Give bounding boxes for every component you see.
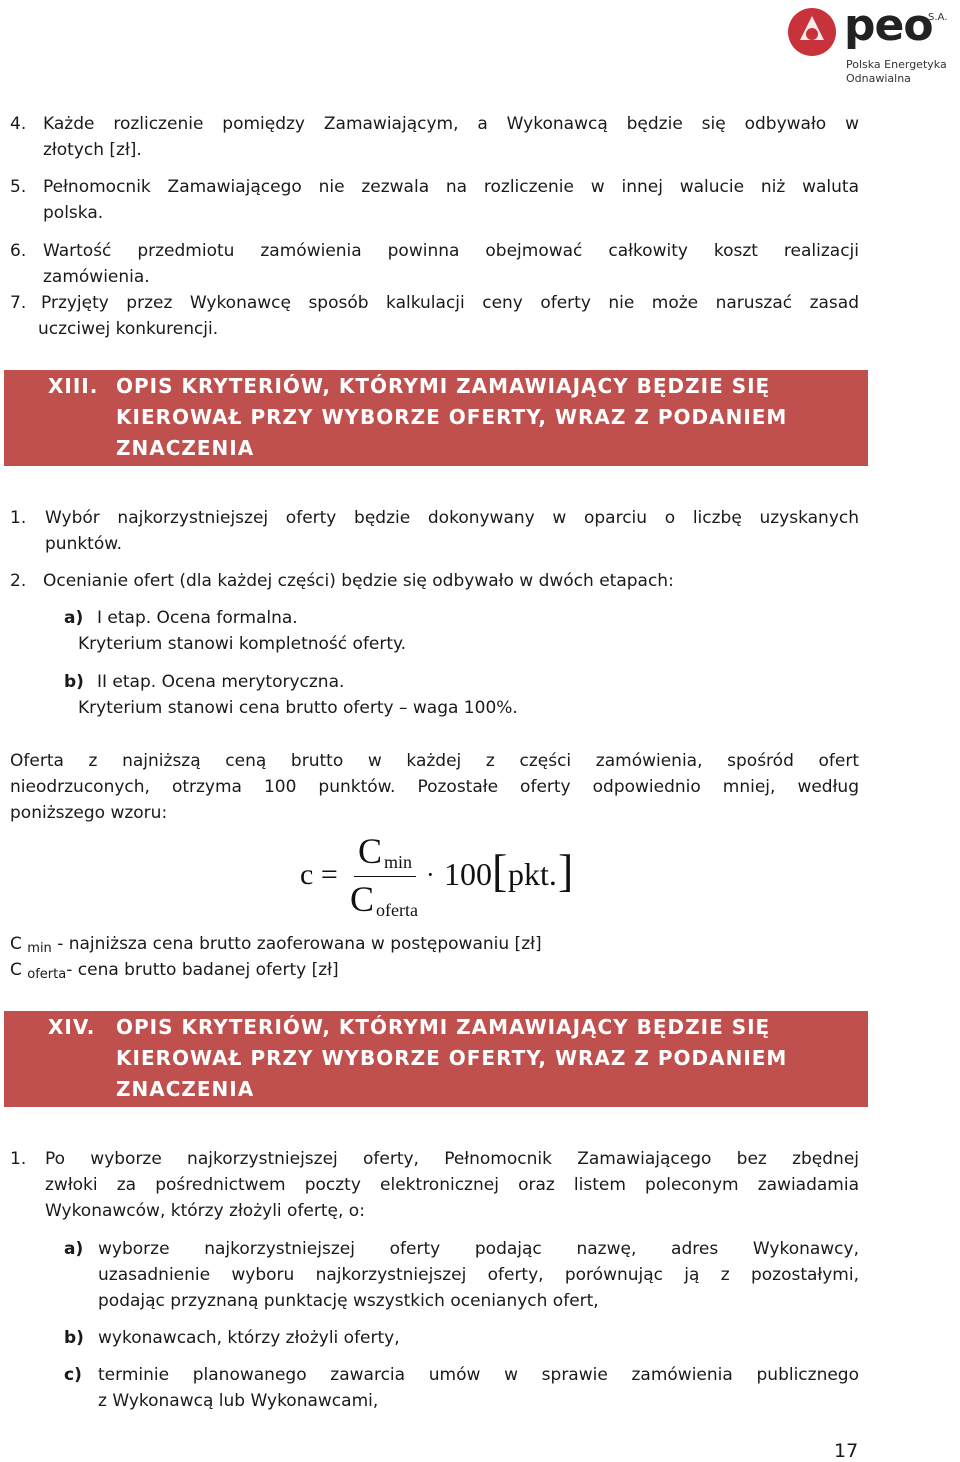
logo-tagline-1: Polska Energetyka <box>846 58 947 71</box>
item-number: 6. <box>10 241 27 261</box>
legend-text: - najniższa cena brutto zaoferowana w postępowaniu [zł] <box>51 934 542 954</box>
section-title-line: ZNACZENIA <box>116 1077 255 1101</box>
stage-letter: a) <box>64 608 84 628</box>
formula-denominator-subscript: oferta <box>376 900 418 920</box>
section-xiv-heading <box>4 1011 868 1107</box>
stage-criterion: Kryterium stanowi cena brutto oferty – waga 100%. <box>78 698 518 718</box>
sub-letter: b) <box>64 1328 84 1348</box>
legend-text: - cena brutto badanej oferty [zł] <box>66 960 339 980</box>
legend-line <box>10 933 542 960</box>
item-number: 2. <box>10 571 27 591</box>
section-roman: XIV. <box>48 1015 96 1039</box>
item-number: 4. <box>10 114 27 134</box>
fraction-bar <box>354 876 416 877</box>
list-item-line: Ocenianie ofert (dla każdej części) będzie się odbywało w dwóch etapach: <box>43 571 674 591</box>
sub-item-line: terminie planowanego zawarcia umów w sprawie zamówienia publicznego <box>98 1365 859 1385</box>
list-item-line: Wartość przedmiotu zamówienia powinna obejmować całkowity koszt realizacji <box>43 241 859 261</box>
list-item-line: Wykonawców, którzy złożyli ofertę, o: <box>45 1201 365 1221</box>
formula-bracket-right: ] <box>558 845 574 896</box>
item-number: 1. <box>10 1149 27 1169</box>
formula-value: 100 <box>444 856 492 892</box>
legend-symbol: C <box>10 934 22 954</box>
section-roman: XIII. <box>48 374 99 398</box>
section-title-line: OPIS KRYTERIÓW, KTÓRYMI ZAMAWIAJĄCY BĘDZIE SIĘ <box>116 1015 771 1039</box>
company-logo <box>786 0 958 88</box>
sub-item-line: wykonawcach, którzy złożyli oferty, <box>98 1328 400 1348</box>
formula-bracket-left: [ <box>492 845 508 896</box>
logo-emblem-icon <box>786 6 838 58</box>
list-item-line: polska. <box>43 203 104 223</box>
legend-subscript: min <box>27 941 52 956</box>
stage-title: II etap. Ocena merytoryczna. <box>97 672 345 692</box>
list-item-line: Wybór najkorzystniejszej oferty będzie dokonywany w oparciu o liczbę uzyskanych <box>45 508 859 528</box>
formula-lhs: c = <box>300 858 338 891</box>
formula-unit: pkt. <box>508 856 557 892</box>
logo-tagline-2: Odnawialna <box>846 72 911 85</box>
list-item-line: zamówienia. <box>43 267 150 287</box>
sub-item-line: podając przyznaną punktację wszystkich ocenianych ofert, <box>98 1291 599 1311</box>
list-item-line: uczciwej konkurencji. <box>38 319 219 339</box>
section-title-line: OPIS KRYTERIÓW, KTÓRYMI ZAMAWIAJĄCY BĘDZIE SIĘ <box>116 374 771 398</box>
list-item-line: punktów. <box>45 534 122 554</box>
list-item-line: Pełnomocnik Zamawiającego nie zezwala na rozliczenie w innej walucie niż waluta <box>43 177 859 197</box>
item-number: 5. <box>10 177 27 197</box>
stage-criterion: Kryterium stanowi kompletność oferty. <box>78 634 407 654</box>
list-item-line: Każde rozliczenie pomiędzy Zamawiającym, a Wykonawcą będzie się odbywało w <box>43 114 859 134</box>
item-number: 7. <box>10 293 27 313</box>
sub-item-line: uzasadnienie wyboru najkorzystniejszej oferty, porównując ją z pozostałymi, <box>98 1265 859 1285</box>
formula-numerator-symbol: C <box>358 831 383 871</box>
paragraph-line: nieodrzuconych, otrzyma 100 punktów. Pozostałe oferty odpowiednio mniej, według <box>10 777 859 797</box>
scoring-formula <box>296 828 596 928</box>
stage-title: I etap. Ocena formalna. <box>97 608 298 628</box>
section-title-line: KIEROWAŁ PRZY WYBORZE OFERTY, WRAZ Z PODANIEM <box>116 1046 788 1070</box>
legend-line <box>10 959 339 986</box>
sub-letter: c) <box>64 1365 82 1385</box>
page-number: 17 <box>834 1440 859 1462</box>
sub-item-line: z Wykonawcą lub Wykonawcami, <box>98 1391 379 1411</box>
sub-item-line: wyborze najkorzystniejszej oferty podając nazwę, adres Wykonawcy, <box>98 1239 859 1259</box>
list-item-line: zwłoki za pośrednictwem poczty elektronicznej oraz listem poleconym zawiadamia <box>45 1175 859 1195</box>
formula-numerator-subscript: min <box>384 852 413 872</box>
logo-sa: S.A. <box>928 12 948 23</box>
stage-letter: b) <box>64 672 84 692</box>
section-xiii-heading <box>4 370 868 466</box>
list-item-line: złotych [zł]. <box>43 140 142 160</box>
sub-letter: a) <box>64 1239 84 1259</box>
item-number: 1. <box>10 508 27 528</box>
formula-denominator-symbol: C <box>350 879 375 919</box>
list-item-line: Przyjęty przez Wykonawcę sposób kalkulacji ceny oferty nie może naruszać zasad <box>41 293 859 313</box>
section-title-line: KIEROWAŁ PRZY WYBORZE OFERTY, WRAZ Z PODANIEM <box>116 405 788 429</box>
paragraph-line: poniższego wzoru: <box>10 803 168 823</box>
section-title-line: ZNACZENIA <box>116 436 255 460</box>
legend-symbol: C <box>10 960 22 980</box>
legend-subscript: oferta <box>27 967 67 982</box>
logo-wordmark: peo <box>844 0 933 51</box>
list-item-line: Po wyborze najkorzystniejszej oferty, Pełnomocnik Zamawiającego bez zbędnej <box>45 1149 859 1169</box>
formula-dot: · <box>426 860 435 889</box>
paragraph-line: Oferta z najniższą ceną brutto w każdej z części zamówienia, spośród ofert <box>10 751 859 771</box>
